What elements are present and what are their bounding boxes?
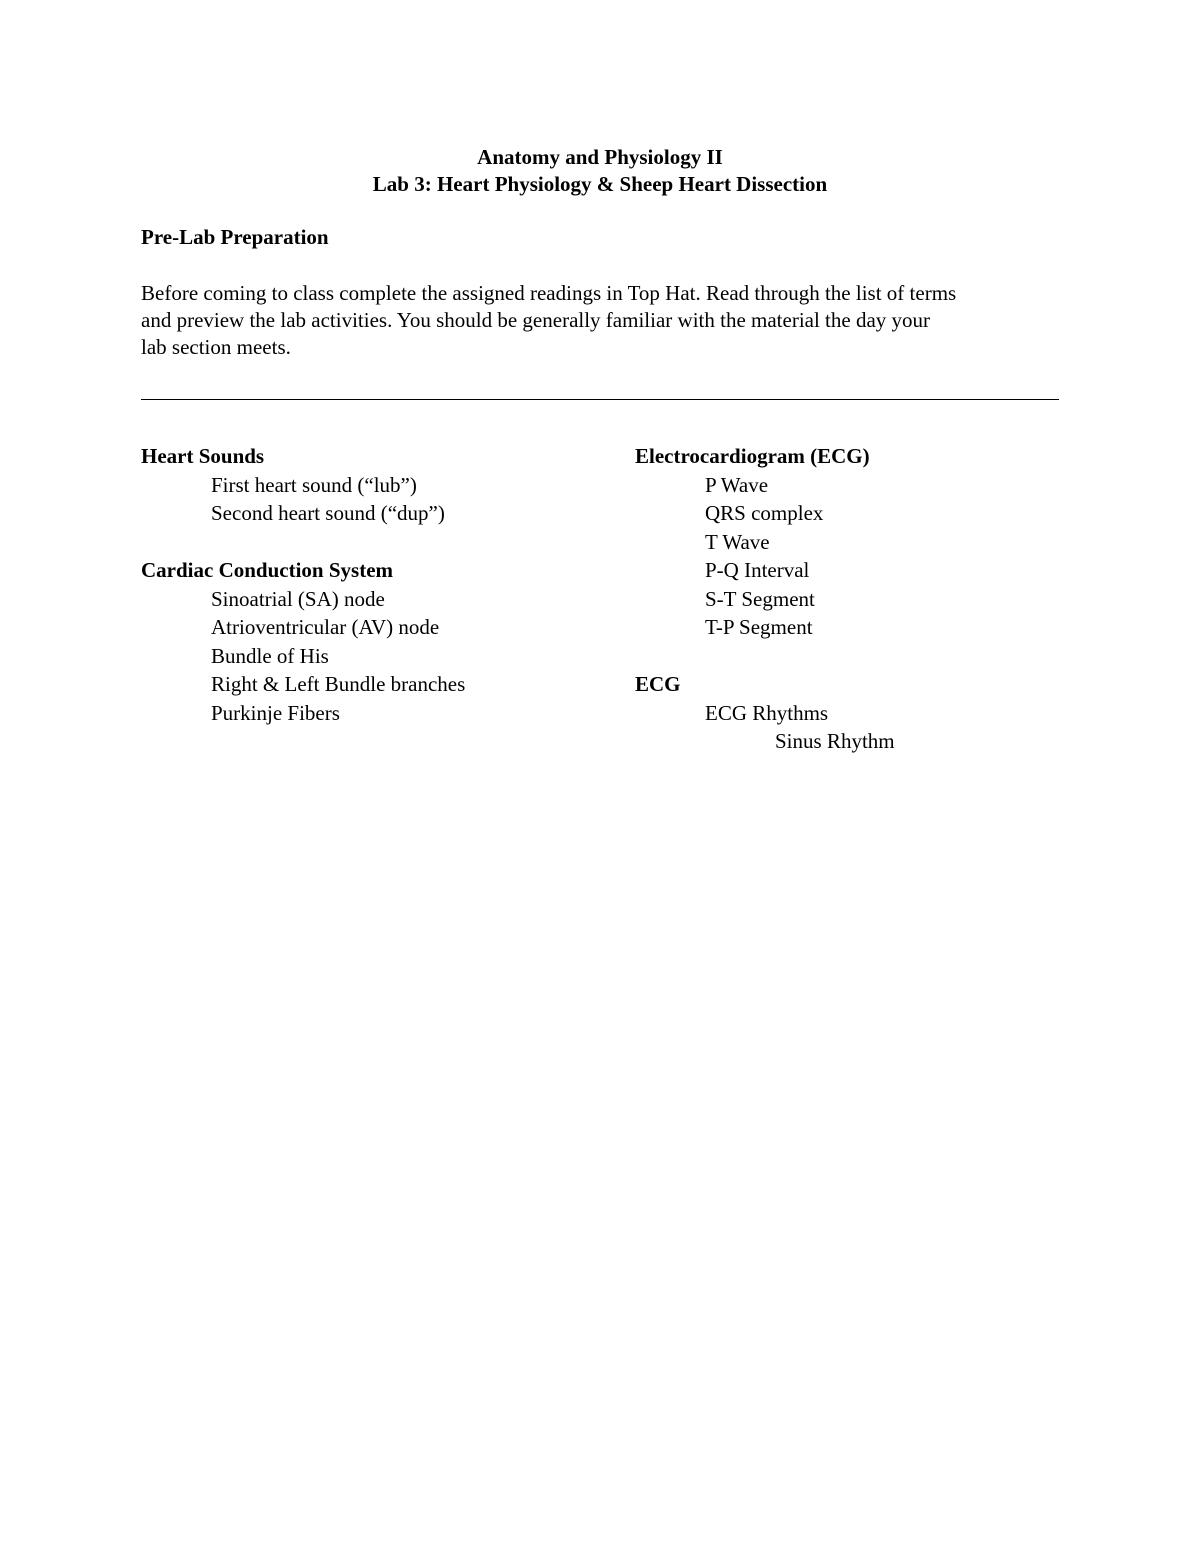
prelab-line: Before coming to class complete the assigned readings in Top Hat. Read through the list of terms	[141, 281, 957, 305]
term-item: Right & Left Bundle branches	[211, 672, 466, 696]
terms-column-right	[635, 442, 1085, 756]
section-title-conduction-system: Cardiac Conduction System	[141, 558, 394, 582]
section-title-heart-sounds: Heart Sounds	[141, 444, 265, 468]
term-item: First heart sound (“lub”)	[211, 472, 417, 497]
term-item: Bundle of His	[211, 643, 329, 668]
term-item: T Wave	[705, 529, 770, 554]
term-item: ECG Rhythms	[705, 700, 829, 725]
term-item: P-Q Interval	[705, 558, 810, 582]
term-item: Sinoatrial (SA) node	[211, 586, 385, 611]
term-item: S-T Segment	[705, 586, 815, 611]
prelab-line: and preview the lab activities. You should be generally familiar with the material the day your	[141, 308, 931, 332]
term-item: P Wave	[705, 472, 769, 497]
prelab-paragraph	[141, 280, 1066, 361]
term-item: T-P Segment	[705, 615, 813, 639]
prelab-heading: Pre-Lab Preparation	[141, 225, 329, 249]
horizontal-rule	[141, 399, 1059, 400]
term-item: QRS complex	[705, 501, 824, 525]
section-title-electrocardiogram: Electrocardiogram (ECG)	[635, 444, 870, 468]
section-title-ecg: ECG	[635, 672, 681, 696]
term-item: Atrioventricular (AV) node	[211, 615, 440, 639]
course-title: Anatomy and Physiology II	[477, 145, 723, 169]
prelab-line: lab section meets.	[141, 335, 291, 359]
section-spacer	[635, 642, 1085, 671]
document-title-block	[0, 144, 1200, 198]
subterm-item: Sinus Rhythm	[775, 729, 895, 753]
lab-title: Lab 3: Heart Physiology & Sheep Heart Dissection	[372, 172, 828, 196]
terms-column-left	[141, 442, 621, 727]
section-spacer	[141, 528, 621, 557]
term-item: Purkinje Fibers	[211, 700, 340, 725]
term-item: Second heart sound (“dup”)	[211, 501, 445, 525]
